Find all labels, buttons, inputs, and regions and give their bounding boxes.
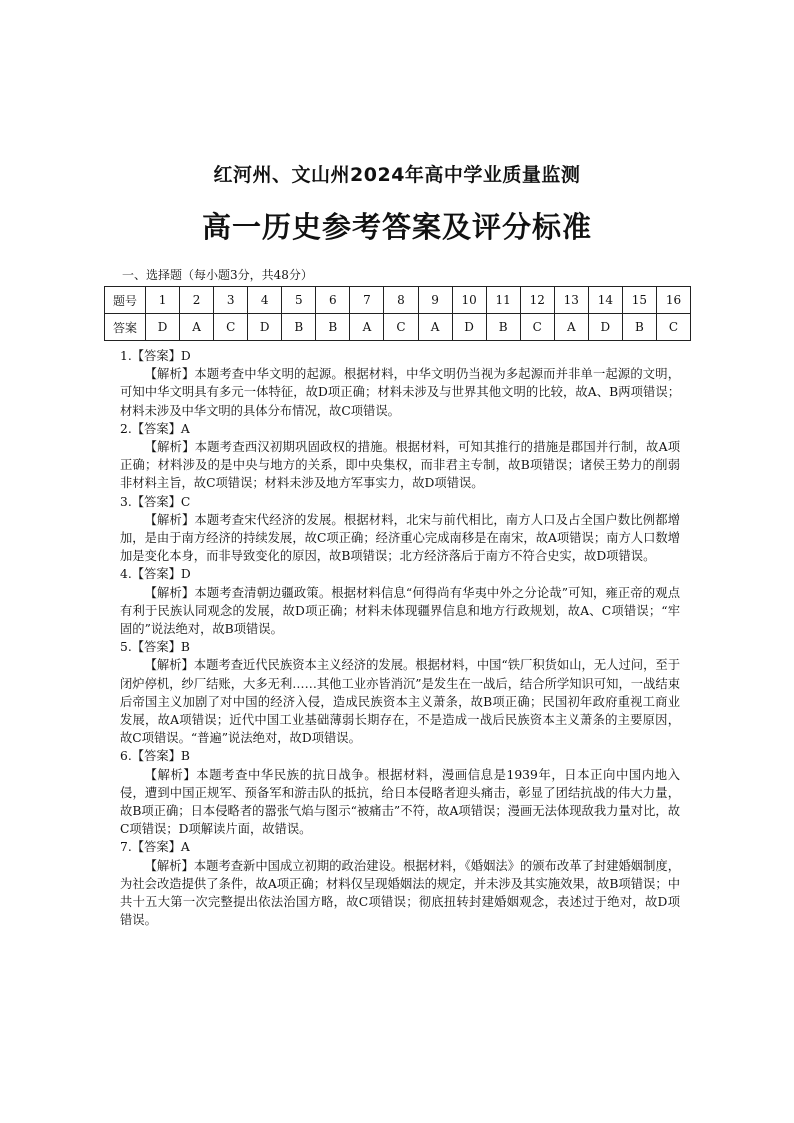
answer-explanation: 【解析】本题考查宋代经济的发展。根据材料，北宋与前代相比，南方人口及占全国户数比例都增加，是由于南方经济的持续发展，故C项正确；经济重心完成南移是在南宋，故A项错误；南方人口数增加是变化本身，而非导致变化的原因，故B项错误；北方经济落后于南方不符合史实，故D项错误。 bbox=[120, 512, 680, 564]
question-number-cell: 6 bbox=[316, 287, 350, 314]
answer-explanation: 【解析】本题考查近代民族资本主义经济的发展。根据材料，中国“铁厂积货如山，无人过问，至于闭炉停机，纱厂结账，大多无利……其他工业亦皆消沉”是发生在一战后，结合所学知识可知，一战结束后帝国主义加剧了对中国的经济入侵，造成民族资本主义萧条，故B项正确；民国初年政府重视工商业发展，故A项错误；近代中国工业基础薄弱长期存在，不是造成一战后民族资本主义萧条的主要原因，故C项错误。“普遍”说法绝对，故D项错误。 bbox=[120, 658, 680, 746]
answer-cell: C bbox=[214, 314, 248, 341]
question-number-cell: 1 bbox=[146, 287, 180, 314]
answer-cell: B bbox=[316, 314, 350, 341]
question-number-cell: 13 bbox=[554, 287, 588, 314]
answer-row bbox=[105, 314, 691, 341]
answer-cell: B bbox=[622, 314, 656, 341]
answer-label: 7.【答案】A bbox=[120, 840, 190, 855]
answer-label: 3.【答案】C bbox=[120, 494, 191, 509]
answer-label: 2.【答案】A bbox=[120, 421, 190, 436]
answer-cell: C bbox=[384, 314, 418, 341]
answer-cell: C bbox=[656, 314, 690, 341]
explanations bbox=[120, 347, 680, 930]
document-title: 高一历史参考答案及评分标准 bbox=[201, 210, 592, 244]
exam-title: 红河州、文山州2024年高中学业质量监测 bbox=[213, 164, 581, 186]
answer-label: 6.【答案】B bbox=[120, 749, 190, 764]
answer-table bbox=[104, 286, 691, 341]
answer-label: 1.【答案】D bbox=[120, 349, 191, 363]
answer-cell: B bbox=[486, 314, 520, 341]
section-heading: 一、选择题（每小题3分，共48分） bbox=[122, 268, 313, 282]
answer-cell: D bbox=[452, 314, 486, 341]
question-number-cell: 15 bbox=[622, 287, 656, 314]
question-number-cell: 5 bbox=[282, 287, 316, 314]
answer-explanation: 【解析】本题考查清朝边疆政策。根据材料信息“何得尚有华夷中外之分论哉”可知，雍正帝的观点有利于民族认同观念的发展，故D项正确；材料未体现疆界信息和地方行政规划，故A、C项错误；“牢固的”说法绝对，故B项错误。 bbox=[120, 585, 680, 637]
answer-explanation: 【解析】本题考查中华文明的起源。根据材料，中华文明仍当视为多起源而并非单一起源的文明，可知中华文明具有多元一体特征，故D项正确；材料未涉及与世界其他文明的比较，故A、B两项错误；材料未涉及中华文明的具体分布情况，故C项错误。 bbox=[120, 367, 680, 418]
question-number-row bbox=[105, 287, 691, 314]
answer-explanation: 【解析】本题考查新中国成立初期的政治建设。根据材料，《婚姻法》的颁布改革了封建婚姻制度，为社会改造提供了条件，故A项正确；材料仅呈现婚姻法的规定，并未涉及其实施效果，故B项错误；中共十五大第一次完整提出依法治国方略，故C项错误；彻底扭转封建婚姻观念，表述过于绝对，故D项错误。 bbox=[120, 858, 680, 928]
question-number-cell: 12 bbox=[520, 287, 554, 314]
question-number-cell: 14 bbox=[588, 287, 622, 314]
question-number-cell: 10 bbox=[452, 287, 486, 314]
question-number-cell: 11 bbox=[486, 287, 520, 314]
answer-cell: B bbox=[282, 314, 316, 341]
row-label: 题号 bbox=[105, 287, 146, 314]
question-number-cell: 4 bbox=[248, 287, 282, 314]
answer-explanation: 【解析】本题考查西汉初期巩固政权的措施。根据材料，可知其推行的措施是郡国并行制，故A项正确；材料涉及的是中央与地方的关系，即中央集权，而非君主专制，故B项错误；诸侯王势力的削弱非材料主旨，故C项错误；材料未涉及地方军事实力，故D项错误。 bbox=[120, 440, 680, 491]
row-label: 答案 bbox=[105, 314, 146, 341]
answer-label: 5.【答案】B bbox=[120, 640, 190, 655]
answer-cell: A bbox=[350, 314, 384, 341]
answer-label: 4.【答案】D bbox=[120, 567, 191, 582]
answer-cell: D bbox=[248, 314, 282, 341]
question-number-cell: 3 bbox=[214, 287, 248, 314]
question-number-cell: 2 bbox=[180, 287, 214, 314]
answer-cell: A bbox=[180, 314, 214, 341]
question-number-cell: 9 bbox=[418, 287, 452, 314]
question-number-cell: 7 bbox=[350, 287, 384, 314]
question-number-cell: 8 bbox=[384, 287, 418, 314]
answer-cell: A bbox=[418, 314, 452, 341]
answer-cell: A bbox=[554, 314, 588, 341]
answer-cell: D bbox=[146, 314, 180, 341]
answer-explanation: 【解析】本题考查中华民族的抗日战争。根据材料，漫画信息是1939年，日本正向中国内地入侵，遭到中国正规军、预备军和游击队的抵抗，给日本侵略者迎头痛击，彰显了团结抗战的伟大力量，故B项正确；日本侵略者的嚣张气焰与图示“被痛击”不符，故A项错误；漫画无法体现敌我力量对比，故C项错误；D项解读片面，故错误。 bbox=[120, 767, 680, 837]
answer-cell: C bbox=[520, 314, 554, 341]
question-number-cell: 16 bbox=[656, 287, 690, 314]
answer-cell: D bbox=[588, 314, 622, 341]
